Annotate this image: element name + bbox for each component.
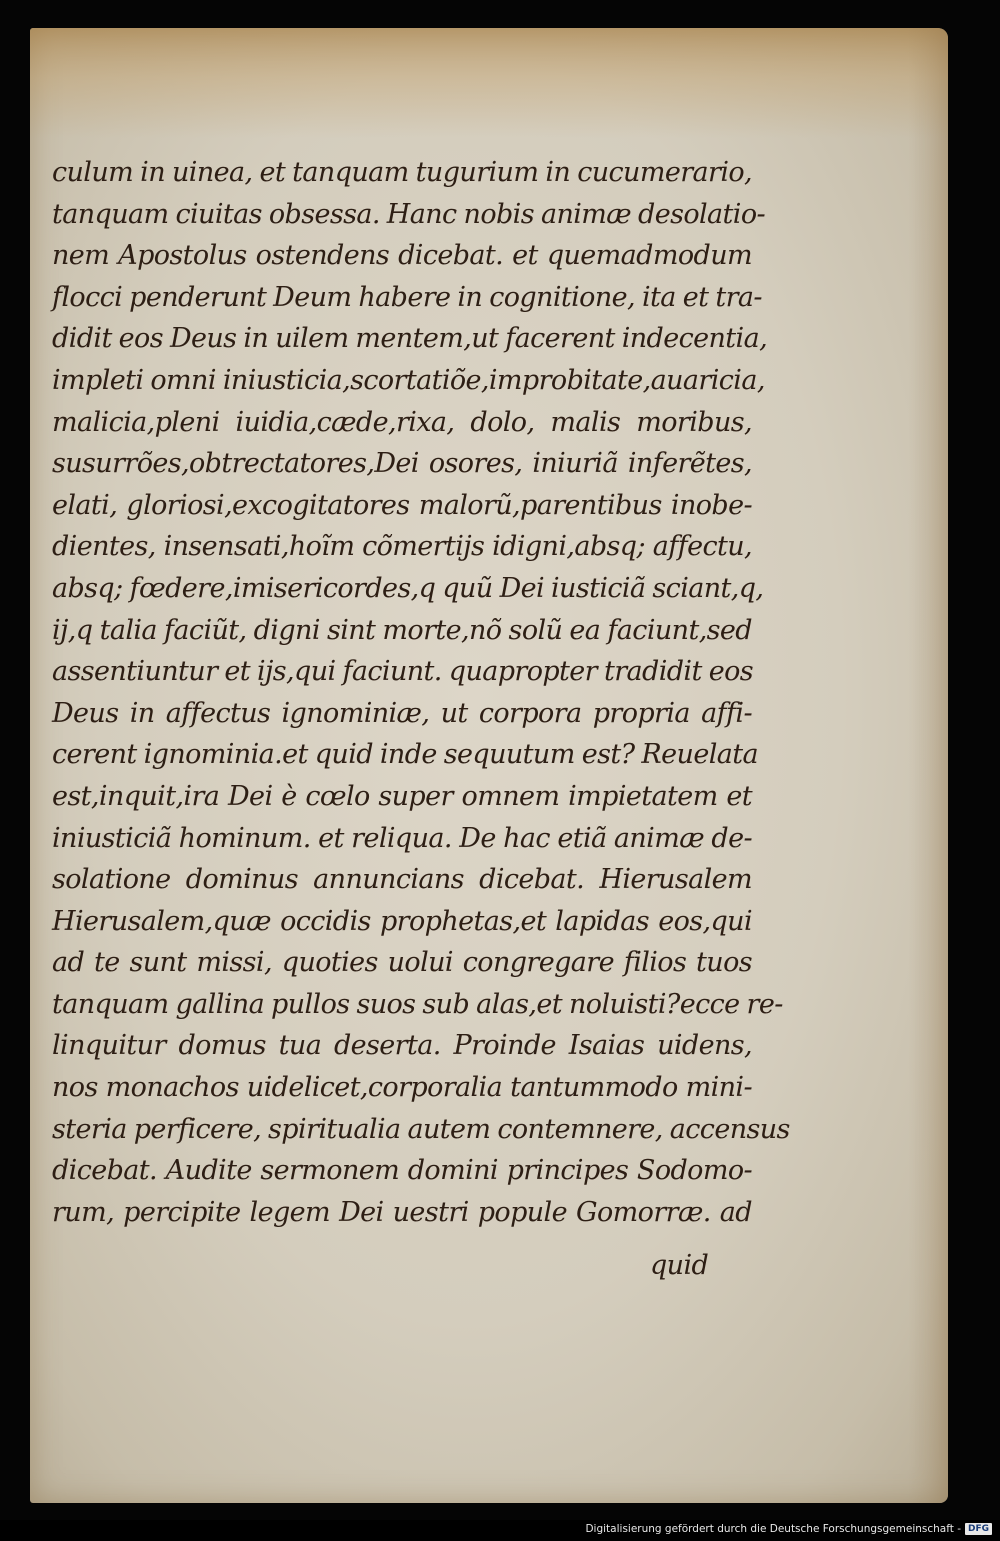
text-line-11: absq; fœdere,imisericordes,q quũ Dei iusticiã sciant,q, xyxy=(52,572,764,604)
text-line-13: assentiuntur et ijs,qui faciunt. quapropter tradidit eos xyxy=(52,656,753,688)
digitization-credit: Digitalisierung gefördert durch die Deutsche Forschungsgemeinschaft - xyxy=(585,1523,961,1535)
text-line-26: rum, percipite legem Dei uestri popule Gomorræ. ad xyxy=(52,1196,752,1228)
text-line-14: Deus in affectus ignominiæ, ut corpora propria affi- xyxy=(52,697,752,729)
text-line-19: Hierusalem,quæ occidis prophetas,et lapidas eos,qui xyxy=(52,905,752,937)
dfg-logo-icon: DFG xyxy=(965,1523,992,1535)
text-line-24: steria perficere, spiritualia autem contemnere, accensus xyxy=(52,1113,790,1145)
text-line-4: flocci penderunt Deum habere in cognitione, ita et tra- xyxy=(52,281,762,313)
text-line-6: impleti omni iniusticia,scortatiõe,improbitate,auaricia, xyxy=(52,364,765,396)
text-line-5: didit eos Deus in uilem mentem,ut facerent indecentia, xyxy=(52,323,768,355)
text-line-12: ij,q talia faciũt, digni sint morte,nõ solũ ea faciunt,sed xyxy=(52,614,752,646)
catchword: quid xyxy=(650,1250,709,1281)
text-line-21: tanquam gallina pullos suos sub alas,et noluisti?ecce re- xyxy=(52,988,783,1020)
text-line-23: nos monachos uidelicet,corporalia tantummodo mini- xyxy=(52,1072,752,1104)
text-line-22: linquitur domus tua deserta. Proinde Isaias uidens, xyxy=(52,1030,752,1062)
text-line-1: culum in uinea, et tanquam tugurium in cucumerario, xyxy=(52,157,752,188)
text-line-7: malicia,pleni iuidia,cæde,rixa, dolo, malis moribus, xyxy=(52,406,752,438)
text-line-16: est,inquit,ira Dei è cœlo super omnem impietatem et xyxy=(52,780,752,812)
text-line-2: tanquam ciuitas obsessa. Hanc nobis animæ desolatio- xyxy=(52,198,765,230)
text-line-9: elati, gloriosi,excogitatores malorũ,parentibus inobe- xyxy=(52,489,752,521)
text-line-10: dientes, insensati,hoĩm cõmertijs idigni,absq; affectu, xyxy=(52,531,752,563)
text-line-3: nem Apostolus ostendens dicebat. et quemadmodum xyxy=(52,240,752,272)
text-line-20: ad te sunt missi, quoties uolui congregare filios tuos xyxy=(52,947,752,979)
body-text xyxy=(52,152,790,1233)
text-line-18: solatione dominus annuncians dicebat. Hierusalem xyxy=(52,864,752,896)
text-line-17: iniusticiã hominum. et reliqua. De hac etiã animæ de- xyxy=(52,822,752,854)
text-line-15: cerent ignominia.et quid inde sequutum est? Reuelata xyxy=(52,739,758,771)
text-line-8: susurrões,obtrectatores,Dei osores, iniuriã inferẽtes, xyxy=(52,448,752,480)
digitization-footer xyxy=(585,1521,992,1537)
text-line-25: dicebat. Audite sermonem domini principes Sodomo- xyxy=(52,1155,752,1187)
book-page xyxy=(30,28,948,1503)
